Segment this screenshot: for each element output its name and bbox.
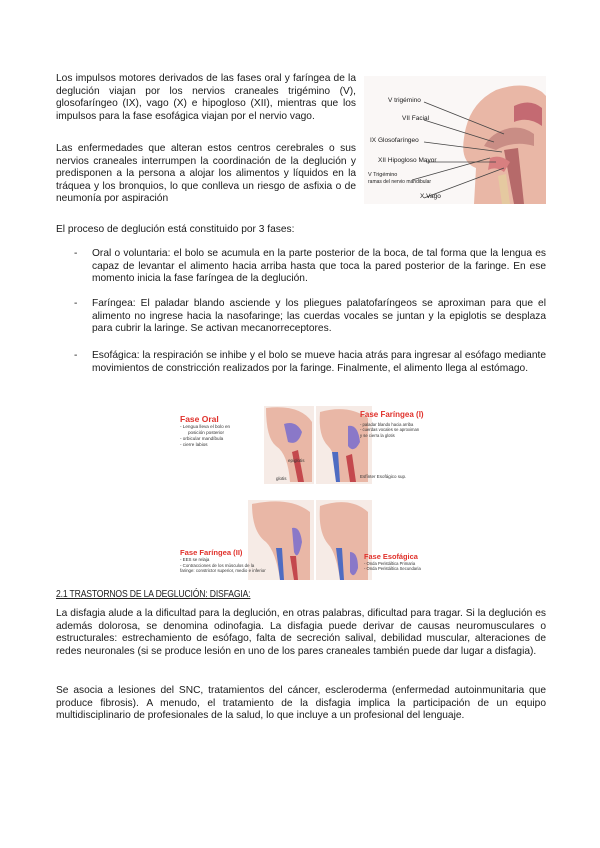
cranial-nerves-figure	[364, 76, 546, 204]
label-vago: X Vago	[420, 193, 441, 200]
bullet-dash: -	[74, 298, 78, 309]
faringea2-labels	[180, 548, 310, 574]
oral-phase-title: Fase Oral	[180, 414, 219, 424]
panel-oral	[264, 406, 314, 484]
bullet-faringea: Faríngea: El paladar blando asciende y los pliegues palatofaríngeos se aproximan para que el alimento no ingrese hacia la nasofaringe; las cuerdas vocales se juntan y la epiglotis se desplaza para cubrir la laringe. Se activan mecanorreceptores.	[92, 298, 546, 335]
bullet-dash: -	[74, 350, 78, 361]
faringea1-title: Fase Faríngea (I)	[360, 410, 424, 419]
label-mandibular: ramas del nervio mandibular	[368, 179, 432, 185]
swallowing-phases-figure	[180, 402, 424, 584]
section-heading: 2.1 TRASTORNOS DE LA DEGLUCIÓN: DISFAGIA:	[56, 588, 251, 600]
bullet-oral: Oral o voluntaria: el bolo se acumula en la parte posterior de la boca, de tal forma que la lengua es capaz de levantar el alimento hacia arriba hasta que toca la pared posterior de la faringe. En ese momento inicia la fase faríngea de la deglución.	[92, 248, 546, 285]
label-hipogloso: XII Hipogloso Mayor	[378, 157, 437, 164]
faringea2-line: faringe: constrictor superior, medio e inferior	[180, 568, 266, 574]
oral-line: - Lengua lleva el bolo en	[180, 424, 231, 429]
label-trigemino: V trigémino	[388, 97, 421, 104]
disfagia-paragraph: La disfagia alude a la dificultad para la deglución, en otras palabras, dificultad para tragar. Si la deglución es además dolorosa, se denomina odinofagia. La disfagia puede derivar de causas neuromusculares o estructurales: estrechamiento de esófago, falta de secreción salival, debilidad muscular, alteraciones de redes neuronales (si se produce lesión en uno de los pares craneales también puede dar lugar a disfagia).	[56, 608, 546, 657]
faringea1-line: - paladar blando hacia arriba	[360, 422, 414, 427]
esofagica-title: Fase Esofágica	[364, 552, 418, 561]
bullet-dash: -	[74, 248, 78, 259]
bullet-esofagica: Esofágica: la respiración se inhibe y el bolo se mueve hacia atrás para ingresar al esófago mediante movimientos de constricción realizados por la faringe. Finalmente, el alimento llega al estómago.	[92, 350, 546, 374]
faringea2-line: - EES se relaja	[180, 557, 210, 562]
epiglotis-label: epiglotis	[288, 458, 305, 463]
oral-phase-labels	[180, 414, 264, 448]
glotis-label: glotis	[276, 476, 287, 481]
esofagica-line: - Onda Peristáltica Secundaria	[364, 566, 421, 572]
label-glosofaringeo: IX Glosofaríngeo	[370, 137, 419, 144]
diseases-paragraph: Las enfermedades que alteran estos centros cerebrales o sus nervios craneales interrumpen la coordinación de la deglución y predisponen a la persona a alojar los alimentos y líquidos en la tráquea y los bronquios, lo que conlleva un riesgo de asfixia o de neumonía por aspiración	[56, 143, 356, 205]
phases-intro: El proceso de deglución está constituido por 3 fases:	[56, 224, 295, 235]
oral-line: - cierre labios	[180, 442, 208, 447]
oral-line: posición posterior	[188, 430, 225, 435]
label-facial: VII Facial	[402, 115, 430, 122]
faringea1-lines	[360, 422, 418, 438]
esofagica-labels	[364, 552, 421, 572]
label-trigemino-2: V Trigémino	[368, 172, 398, 178]
faringea2-line: - Contracciones de los músculos de la	[180, 562, 255, 568]
faringea1-line: - cuerdas vocales se aproximan	[360, 427, 420, 433]
snc-paragraph: Se asocia a lesiones del SNC, tratamientos del cáncer, esclerodermа (enfermedad autoinmunitaria que produce fibrosis). A menudo, el tratamiento de la disfagia implica la participación de un equipo multidisciplinario de profesionales de la salud, lo que incluye a un profesional del lenguaje.	[56, 685, 546, 722]
faringea1-labels	[360, 410, 424, 419]
ees-label: Esfínter Esofágico sup.	[360, 474, 407, 479]
faringea1-line: y se cierra la glotis	[360, 432, 395, 438]
oral-line: - orbicular mandíbula	[180, 436, 224, 441]
intro-paragraph: Los impulsos motores derivados de las fases oral y faríngea de la deglución viajan por los nervios craneales trigémino (V), glosofaríngeo (IX), vago (X) e hipogloso (XII), mientras que los impulsos para la fase esofágica viajan por el nervio vago.	[56, 73, 356, 122]
faringea2-title: Fase Faríngea (II)	[180, 548, 243, 557]
esofagica-line: - Onda Peristáltica Primaria	[364, 561, 416, 566]
